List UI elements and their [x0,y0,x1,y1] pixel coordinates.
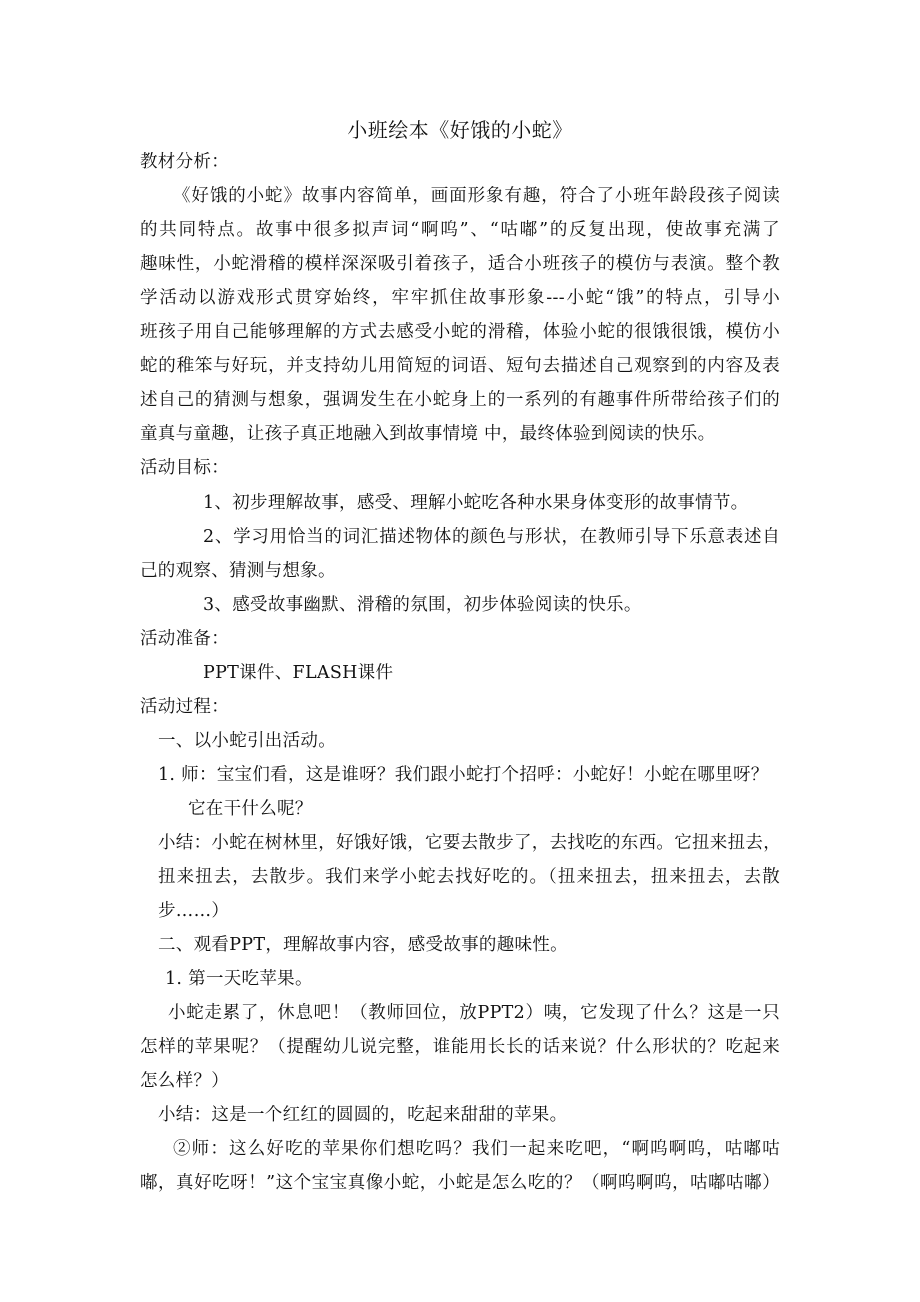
process-line: 1. 师：宝宝们看，这是谁呀？我们跟小蛇打个招呼：小蛇好！小蛇在哪里呀？ [158,765,769,785]
heading-material-analysis: 教材分析： [140,152,229,172]
summary-line: 扭来扭去，去散步。我们来学小蛇去找好吃的。（扭来扭去，扭来扭去，去散 [158,867,780,887]
paragraph-line: 学活动以游戏形式贯穿始终，牢牢抓住故事形象---小蛇“饿”的特点，引导小 [140,288,780,308]
paragraph-line: 蛇的稚笨与好玩，并支持幼儿用简短的词语、短句去描述自己观察到的内容及表 [140,356,780,376]
section-heading: 二、观看PPT，理解故事内容，感受故事的趣味性。 [158,935,568,955]
paragraph-line: 班孩子用自己能够理解的方式去感受小蛇的滑稽，体验小蛇的很饿很饿，模仿小 [140,322,780,342]
paragraph-line: 童真与童趣，让孩子真正地融入到故事情境 中，最终体验到阅读的快乐。 [140,424,716,444]
process-line: 怎样的苹果呢？（提醒幼儿说完整，谁能用长长的话来说？什么形状的？吃起来 [140,1037,780,1057]
summary-line: 小结：小蛇在树林里，好饿好饿，它要去散步了，去找吃的东西。它扭来扭去， [158,833,781,853]
paragraph-line: 《好饿的小蛇》故事内容简单，画面形象有趣，符合了小班年龄段孩子阅读 [173,186,780,206]
goal-item: 3、感受故事幽默、滑稽的氛围，初步体验阅读的快乐。 [203,595,642,615]
process-line: ②师：这么好吃的苹果你们想吃吗？我们一起来吃吧，“啊呜啊呜，咕嘟咕 [173,1139,780,1159]
process-line: 1. 第一天吃苹果。 [165,969,313,989]
process-line: 小蛇走累了，休息吧！（教师回位，放PPT2）咦，它发现了什么？这是一只 [168,1003,780,1023]
process-line: 它在干什么呢？ [188,799,313,819]
paragraph-line: 的共同特点。故事中很多拟声词“啊呜”、“咕嘟”的反复出现，使故事充满了 [140,220,780,240]
document-title: 小班绘本《好饿的小蛇》 [347,118,573,142]
heading-activity-process: 活动过程： [140,697,229,717]
goal-item: 1、初步理解故事，感受、理解小蛇吃各种水果身体变形的故事情节。 [203,493,749,513]
preparation-item: PPT课件、FLASH课件 [203,663,394,683]
goal-item: 2、学习用恰当的词汇描述物体的颜色与形状，在教师引导下乐意表述自 [203,527,780,547]
process-line: 嘟，真好吃呀！”这个宝宝真像小蛇，小蛇是怎么吃的？（啊呜啊呜，咕嘟咕嘟） [140,1173,780,1193]
section-heading: 一、以小蛇引出活动。 [158,731,336,751]
paragraph-line: 述自己的猜测与想象，强调发生在小蛇身上的一系列的有趣事件所带给孩子们的 [140,390,780,410]
process-line: 怎么样？） [140,1071,229,1091]
paragraph-line: 趣味性，小蛇滑稽的模样深深吸引着孩子，适合小班孩子的模仿与表演。整个教 [140,254,780,274]
heading-activity-goals: 活动目标： [140,458,229,478]
summary-line: 步……） [158,901,230,921]
heading-activity-preparation: 活动准备： [140,629,229,649]
goal-item-continuation: 己的观察、猜测与想象。 [140,561,336,581]
summary-line: 小结：这是一个红红的圆圆的，吃起来甜甜的苹果。 [158,1105,568,1125]
